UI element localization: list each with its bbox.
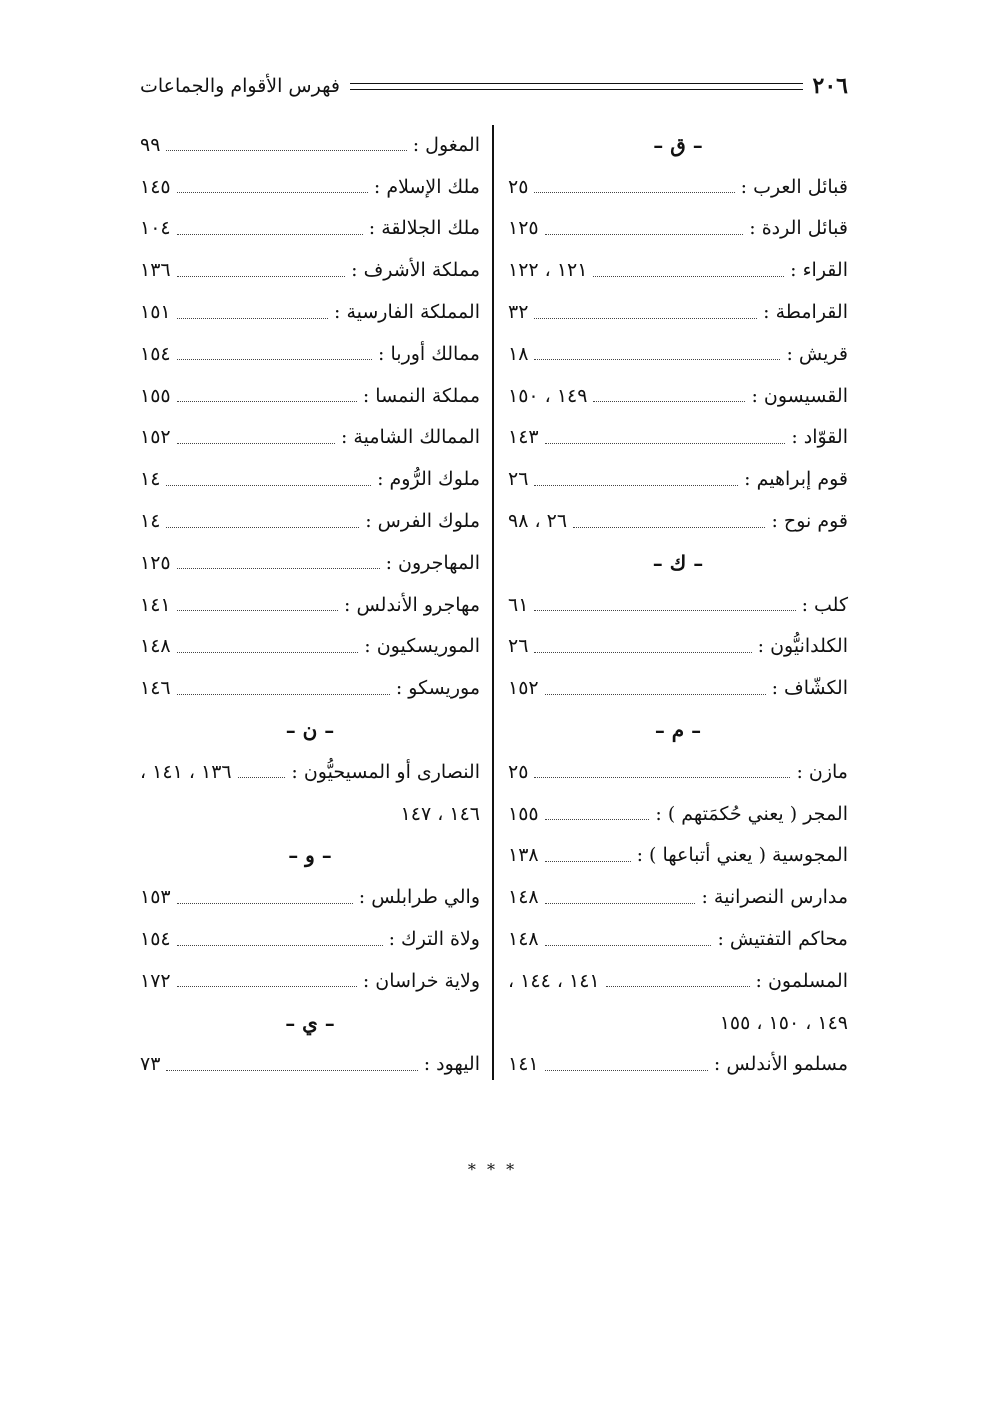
dot-leader — [534, 777, 790, 778]
entry-term: محاكم التفتيش : — [717, 928, 848, 951]
index-entry — [508, 249, 848, 291]
dot-leader — [166, 1070, 417, 1071]
dot-leader — [545, 903, 696, 904]
header-rule — [350, 83, 803, 90]
entry-pages: ١٤٣ — [508, 426, 539, 449]
entry-pages: ١٤١ — [508, 1053, 539, 1076]
entry-pages: ٢٦ — [508, 468, 529, 491]
index-entry — [508, 208, 848, 250]
entry-term: الموريسكيون : — [364, 635, 480, 658]
index-column-left — [140, 124, 480, 1085]
index-entry — [140, 291, 480, 333]
entry-pages: ١٤٨ — [508, 886, 539, 909]
entry-term: قوم إبراهيم : — [744, 468, 848, 491]
entry-term: المجوسية ( يعني أتباعها ) : — [636, 844, 848, 867]
dot-leader — [534, 192, 734, 193]
entry-pages: ١٤٨ — [140, 635, 171, 658]
dot-leader — [573, 527, 765, 528]
index-entry — [140, 417, 480, 459]
letter-heading: – م – — [654, 718, 702, 743]
entry-term: المهاجرون : — [385, 551, 480, 574]
entry-pages: ٣٢ — [508, 301, 529, 324]
letter-heading: – ك – — [652, 550, 704, 575]
entry-pages: ١٠٤ — [140, 217, 171, 240]
entry-pages: ١٤٨ — [508, 928, 539, 951]
entry-term: المسلمون : — [755, 969, 848, 992]
index-entry — [508, 960, 848, 1002]
entry-term: قبائل العرب : — [740, 175, 848, 198]
dot-leader — [177, 945, 383, 946]
entry-term: مسلمو الأندلس : — [713, 1053, 848, 1076]
dot-leader — [177, 192, 368, 193]
page-number: ٢٠٦ — [812, 73, 848, 99]
entry-term: ممالك أوربا : — [378, 342, 480, 365]
entry-pages: ١٤ — [140, 510, 161, 533]
dot-leader — [166, 485, 371, 486]
index-entry — [508, 918, 848, 960]
entry-term: قبائل الردة : — [749, 217, 848, 240]
entry-pages: ٩٩ — [140, 133, 161, 156]
dot-leader — [177, 234, 363, 235]
entry-pages: ١٥١ — [140, 301, 171, 324]
dot-leader — [177, 443, 335, 444]
dot-leader — [166, 150, 406, 151]
entry-pages: ١٢٥ — [140, 551, 171, 574]
entry-pages: ١٥٣ — [140, 886, 171, 909]
dot-leader — [545, 945, 712, 946]
letter-heading: – و – — [288, 843, 332, 868]
entry-term: ملك الجلالقة : — [368, 217, 480, 240]
dot-leader — [534, 652, 751, 653]
entry-term: النصارى أو المسيحيُّون : — [291, 760, 480, 783]
entry-term: مدارس النصرانية : — [701, 886, 848, 909]
entry-term: القراء : — [790, 259, 848, 282]
dot-leader — [545, 694, 766, 695]
entry-term: موريسكو : — [395, 677, 480, 700]
entry-term: كلب : — [801, 593, 848, 616]
entry-pages: ٢٦ ، ٩٨ — [508, 510, 568, 533]
dot-leader — [593, 276, 784, 277]
entry-pages: ٦١ — [508, 593, 529, 616]
index-entry — [508, 291, 848, 333]
column-divider — [492, 125, 494, 1080]
entry-pages: ١٣٦ — [140, 259, 171, 282]
index-column-right — [508, 124, 848, 1085]
index-entry — [508, 458, 848, 500]
entry-pages: ١٤٥ — [140, 175, 171, 198]
entry-term: مهاجرو الأندلس : — [344, 593, 480, 616]
entry-pages: ٢٦ — [508, 635, 529, 658]
dot-leader — [177, 359, 372, 360]
index-entry — [508, 626, 848, 668]
index-entry — [508, 333, 848, 375]
entry-term: والي طرابلس : — [358, 886, 480, 909]
dot-leader — [177, 318, 328, 319]
dot-leader — [534, 610, 795, 611]
entry-pages: ١٥٢ — [140, 426, 171, 449]
entry-term: القوّاد : — [791, 426, 848, 449]
end-mark: * * * — [467, 1160, 518, 1179]
entry-pages: ٢٥ — [508, 760, 529, 783]
entry-term: ولاية خراسان : — [362, 969, 480, 992]
entry-pages: ١٢٥ — [508, 217, 539, 240]
entry-term: ملك الإسلام : — [373, 175, 480, 198]
entry-pages: ١٨ — [508, 342, 529, 365]
dot-leader — [534, 318, 757, 319]
entry-pages: ١٣٦ ، ١٤١ ، — [140, 760, 232, 783]
entry-term: الكشّاف : — [771, 677, 848, 700]
dot-leader — [593, 401, 745, 402]
dot-leader — [177, 610, 338, 611]
index-entry — [140, 667, 480, 709]
index-entry — [140, 960, 480, 1002]
entry-term: القرامطة : — [763, 301, 848, 324]
dot-leader — [545, 861, 631, 862]
entry-pages: ١٢١ ، ١٢٢ — [508, 259, 588, 282]
entry-term: ولاة الترك : — [388, 928, 480, 951]
entry-pages: ١٤٩ ، ١٥٠ — [508, 384, 588, 407]
entry-pages: ١٥٢ — [508, 677, 539, 700]
entry-pages: ١٥٥ — [508, 802, 539, 825]
entry-pages: ١٧٢ — [140, 969, 171, 992]
page-title: فهرس الأقوام والجماعات — [140, 75, 340, 97]
entry-term: الممالك الشامية : — [340, 426, 480, 449]
index-entry — [140, 584, 480, 626]
index-entry — [140, 333, 480, 375]
entry-pages: ١٤٦ — [140, 677, 171, 700]
entry-pages: ١٤١ ، ١٤٤ ، — [508, 969, 600, 992]
dot-leader — [534, 359, 780, 360]
entry-term: ملوك الرُّوم : — [377, 468, 480, 491]
entry-term: المغول : — [412, 133, 480, 156]
index-entry — [140, 249, 480, 291]
index-entry — [140, 626, 480, 668]
index-entry — [140, 876, 480, 918]
entry-pages: ١٥٤ — [140, 342, 171, 365]
index-entry — [508, 751, 848, 793]
dot-leader — [177, 903, 353, 904]
index-entry — [140, 542, 480, 584]
dot-leader — [545, 1070, 708, 1071]
dot-leader — [545, 443, 786, 444]
index-entry — [508, 500, 848, 542]
dot-leader — [545, 819, 650, 820]
index-entry — [140, 458, 480, 500]
entry-term: مملكة النمسا : — [362, 384, 480, 407]
index-entry-continuation: ١٤٩ ، ١٥٠ ، ١٥٥ — [719, 1011, 848, 1034]
dot-leader — [177, 694, 390, 695]
entry-term: قوم نوح : — [771, 510, 848, 533]
index-entry — [508, 375, 848, 417]
dot-leader — [166, 527, 359, 528]
entry-term: ملوك الفرس : — [365, 510, 480, 533]
entry-pages: ١٣٨ — [508, 844, 539, 867]
entry-pages: ١٥٥ — [140, 384, 171, 407]
entry-term: قريش : — [786, 342, 848, 365]
entry-pages: ١٥٤ — [140, 928, 171, 951]
index-entry — [140, 124, 480, 166]
index-entry — [140, 918, 480, 960]
index-entry — [140, 1044, 480, 1086]
entry-pages: ١٤ — [140, 468, 161, 491]
entry-term: المجر ( يعني حُكمَتهم ) : — [655, 802, 848, 825]
dot-leader — [545, 234, 744, 235]
entry-pages: ١٤١ — [140, 593, 171, 616]
index-entry — [140, 751, 480, 793]
entry-term: اليهود : — [423, 1053, 480, 1076]
letter-heading: – ي – — [285, 1010, 335, 1035]
entry-term: القسيسون : — [751, 384, 848, 407]
entry-pages: ٧٣ — [140, 1053, 161, 1076]
entry-term: الكلدانيُّون : — [757, 635, 848, 658]
index-entry — [508, 793, 848, 835]
entry-term: مملكة الأشرف : — [351, 259, 480, 282]
index-entry — [508, 876, 848, 918]
index-entry — [140, 500, 480, 542]
index-entry — [140, 375, 480, 417]
index-entry — [508, 417, 848, 459]
dot-leader — [177, 652, 359, 653]
index-entry — [140, 208, 480, 250]
dot-leader — [177, 568, 380, 569]
dot-leader — [534, 485, 738, 486]
dot-leader — [177, 401, 357, 402]
dot-leader — [177, 276, 346, 277]
dot-leader — [606, 986, 750, 987]
letter-heading: – ق – — [653, 132, 703, 157]
entry-pages: ٢٥ — [508, 175, 529, 198]
index-entry — [508, 667, 848, 709]
index-entry — [508, 1044, 848, 1086]
index-entry — [508, 584, 848, 626]
index-entry — [140, 166, 480, 208]
index-entry — [508, 835, 848, 877]
dot-leader — [177, 986, 357, 987]
entry-term: المملكة الفارسية : — [334, 301, 480, 324]
dot-leader — [238, 777, 286, 778]
page-header — [140, 66, 848, 106]
index-entry-continuation: ١٤٦ ، ١٤٧ — [400, 802, 480, 825]
index-entry — [508, 166, 848, 208]
letter-heading: – ن – — [285, 718, 335, 743]
entry-term: مازن : — [796, 760, 848, 783]
